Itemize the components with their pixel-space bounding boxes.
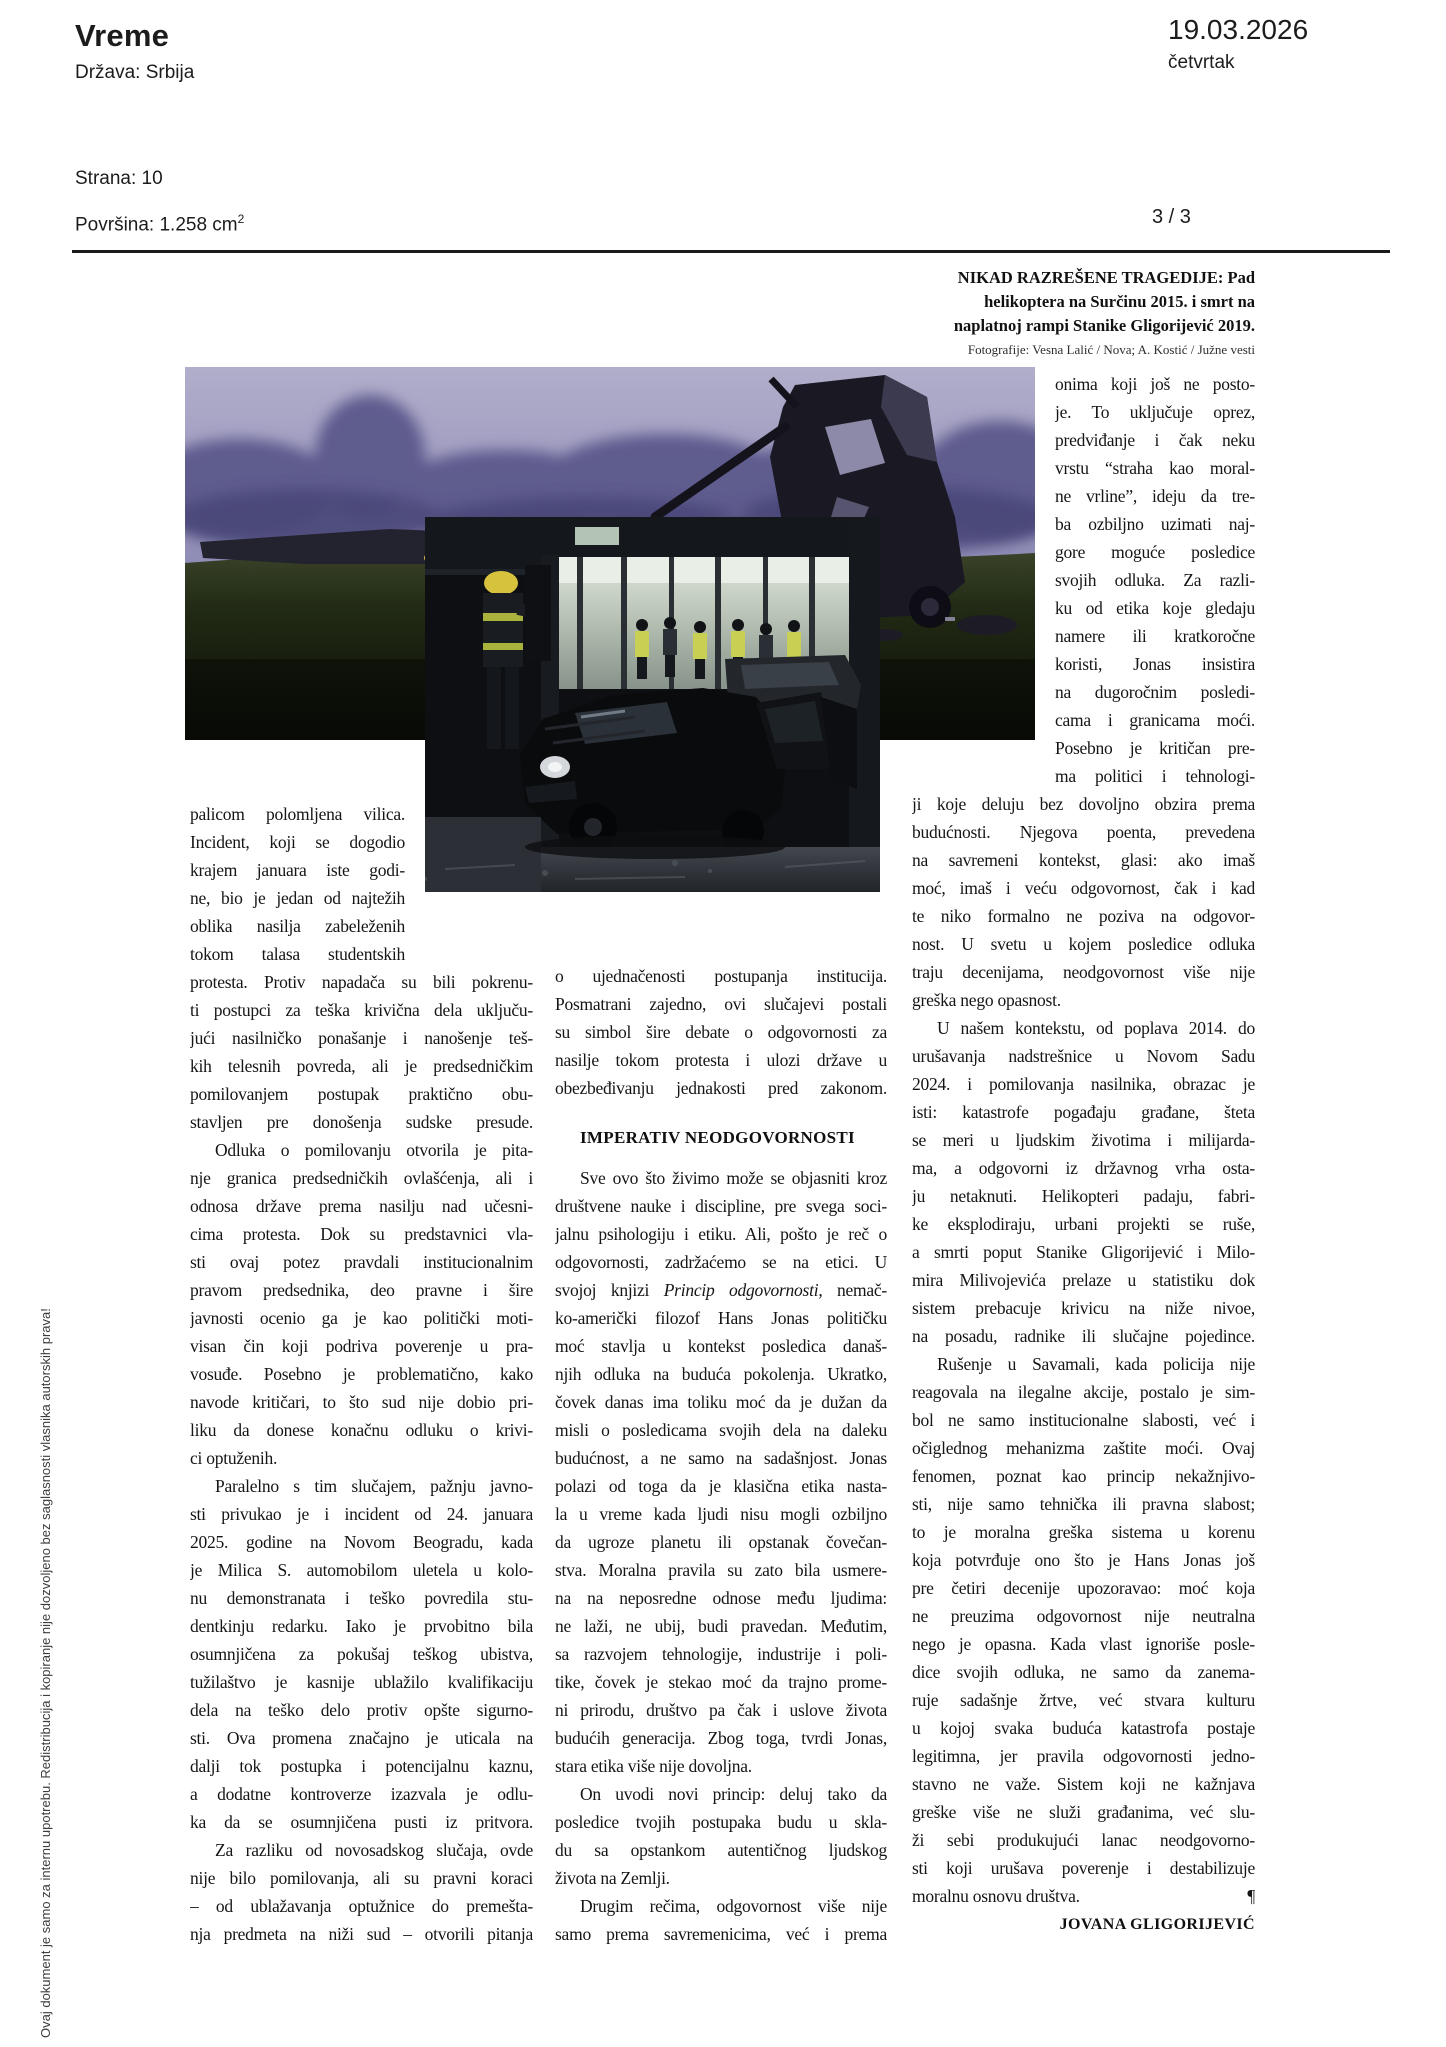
text-line: a dodatne kontroverze izazvala je odlu- [190, 1784, 533, 1804]
text-line: svojoj knjizi Princip odgovornosti, nemač- [555, 1280, 887, 1300]
text-line: jući nasilničko ponašanje i nanošenje teš- [190, 1028, 533, 1048]
text-line: stara etika više nije dovoljna. [555, 1756, 752, 1776]
text-line: ne vrline”, ideju da tre- [1055, 486, 1255, 506]
text-line: Za razliku od novosadskog slučaja, ovde [215, 1840, 533, 1860]
text-line: dela na teško delo protiv opšte sigurno- [190, 1700, 533, 1720]
text-line: ne preuzima odgovornost nije neutralna [912, 1606, 1255, 1626]
text-line: na savremeni kontekst, glasi: ako imaš [912, 850, 1255, 870]
text-line: ji koje deluju bez dovoljno obzira prema [912, 794, 1255, 814]
pagination: 3 / 3 [1152, 206, 1191, 228]
text-line: je Milica S. automobilom uletela u kolo- [190, 1560, 533, 1580]
text-line: sti. Ova promena značajno je uticala na [190, 1728, 533, 1748]
text-line: – od ublažavanja optužnice do premešta- [190, 1896, 533, 1916]
text-line: nja predmeta na niži sud – otvorili pitanja [190, 1924, 533, 1944]
photo-caption [855, 266, 1255, 360]
text-line: sa razvojem tehnologije, industrije i poli- [555, 1644, 887, 1664]
text-line: čovek danas ima toliku moć da je dužan da [555, 1392, 887, 1412]
end-of-article-pilcrow: ¶ [1247, 1886, 1255, 1906]
text-line: pravom predsednika, deo pravne i šire [190, 1280, 533, 1300]
text-line: to je moralna greška sistema u korenu [912, 1522, 1255, 1542]
text-line: na posadu, radnike ili slučajne pojedince. [912, 1326, 1255, 1346]
text-line: ku od etika koje gledaju [1055, 598, 1255, 618]
text-line: ma, a odgovorni iz državnog vrha osta- [912, 1158, 1255, 1178]
text-line: na dugoročnim posledi- [1055, 682, 1255, 702]
text-line: isti: katastrofe pogađaju građane, šteta [912, 1102, 1255, 1122]
article-column-1-narrow [190, 800, 405, 968]
text-line: du sa opstankom autentičnog ljudskog [555, 1840, 887, 1860]
text-line: odnosa države prema nasilju nad učesni- [190, 1196, 533, 1216]
tollbooth-crash-illustration [425, 517, 880, 892]
text-line: jalnu psihologiju i etiku. Ali, pošto je reč o [555, 1224, 887, 1244]
text-line: te niko formalno ne poziva na odgovor- [912, 906, 1255, 926]
text-line: traju decenijama, neodgovornost više nije [912, 962, 1255, 982]
text-line: greška nego opasnost. [912, 990, 1061, 1010]
header-divider [72, 250, 1390, 253]
text-line: ži sebi produkujući lanac neodgovorno- [912, 1830, 1255, 1850]
author-byline: JOVANA GLIGORIJEVIĆ [1059, 1916, 1255, 1933]
text-line: ko-američki filozof Hans Jonas političku [555, 1308, 887, 1328]
text-line: ti postupci za teška krivična dela uključu- [190, 1000, 533, 1020]
photo-tollbooth-crash [425, 517, 880, 892]
text-line: a smrti poput Stanike Gligorijević i Milo- [912, 1242, 1255, 1262]
text-line: moć stavlja u kontekst posledica današ- [555, 1336, 887, 1356]
text-line: la u vreme kada ljudi nisu mogli ozbiljno [555, 1504, 887, 1524]
text-line: 2025. godine na Novom Beogradu, kada [190, 1532, 533, 1552]
page-label: Strana: 10 [75, 168, 163, 189]
text-line: života na Zemlji. [555, 1868, 670, 1888]
article-column-3-narrow [1055, 370, 1255, 790]
text-line: kih telesnih povreda, ali je predsedničkim [190, 1056, 533, 1076]
text-line: fenomen, poznat kao princip nekažnjivo- [912, 1466, 1255, 1486]
text-line: su simbol šire debate o odgovornosti za [555, 1022, 887, 1042]
text-line: posledice tvojih postupaka budu u skla- [555, 1812, 887, 1832]
text-line: je. To uključuje oprez, [1055, 402, 1255, 422]
section-heading: IMPERATIV NEODGOVORNOSTI [580, 1128, 855, 1147]
text-line: Posmatrani zajedno, ovi slučajevi postali [555, 994, 887, 1014]
text-line: tužilaštvo je kasnije ublažilo kvalifikaciju [190, 1672, 533, 1692]
text-line: vrstu “straha kao moral- [1055, 458, 1255, 478]
text-line: sti privukao je i incident od 24. januara [190, 1504, 533, 1524]
text-line: tike, čovek je stekao moć da trajno prome- [555, 1672, 887, 1692]
photo-caption-text [855, 266, 1255, 338]
text-line: bol ne samo institucionalne slabosti, već i [912, 1410, 1255, 1430]
text-line: nost. U svetu u kojem posledice odluka [912, 934, 1255, 954]
text-line: legitimna, jer pravila odgovornosti jedno- [912, 1746, 1255, 1766]
text-line: stavno ne važe. Sistem koji ne kažnjava [912, 1774, 1255, 1794]
text-line: moralnu osnovu društva. ¶ [912, 1882, 1255, 1910]
text-line: stva. Moralna pravila su zato bila usmere- [555, 1560, 887, 1580]
text-line: helikoptera na Surčinu 2015. i smrt na [984, 292, 1255, 311]
text-line: tokom talasa studentskih [190, 944, 405, 964]
text-line: ne, bio je jedan od najtežih [190, 888, 405, 908]
text-line: odgovornosti, zadržaćemo se na etici. U [555, 1252, 887, 1272]
text-line: na na neposredne odnose među ljudima: [555, 1588, 887, 1608]
text-line: polazi od toga da je klasična etika nasta- [555, 1476, 887, 1496]
text-line: nu demonstranata i teško povredila stu- [190, 1588, 533, 1608]
text-line: mira Milivojevića prelaze u statistiku dok [912, 1270, 1255, 1290]
article-column-3 [912, 790, 1255, 1910]
text-line: nasilje tokom protesta i ulozi države u [555, 1050, 887, 1070]
text-line: nje granica predsedničkih ovlašćenja, ali i [190, 1168, 533, 1188]
text-line: krajem januara iste godi- [190, 860, 405, 880]
text-line: javnosti ocenio ga je kao politički moti- [190, 1308, 533, 1328]
text-line: Drugim rečima, odgovornost više nije [580, 1896, 887, 1916]
text-line: moć, imaš i veću odgovornost, čak i kad [912, 878, 1255, 898]
text-line: obezbeđivanju jednakosti pred zakonom. [555, 1078, 887, 1098]
text-line: cima protesta. Dok su predstavnici vla- [190, 1224, 533, 1244]
text-line: gore moguće posledice [1055, 542, 1255, 562]
text-line: budućnosti. Njegova poenta, prevedena [912, 822, 1255, 842]
text-line: ne laži, ne ubij, budi pravedan. Međutim, [555, 1616, 887, 1636]
text-line: sistem prebacuje krivicu na niže nivoe, [912, 1298, 1255, 1318]
text-line: očiglednog mehanizma zaštite moći. Ovaj [912, 1438, 1255, 1458]
text-line: oblika nasilja zabeleženih [190, 916, 405, 936]
text-line: koristi, Jonas insistira [1055, 654, 1255, 674]
text-line: stavljen pre donošenja sudske presude. [190, 1112, 533, 1132]
text-line: onima koji još ne posto- [1055, 374, 1255, 394]
text-line: cama i granicama moći. [1055, 710, 1255, 730]
text-line: Rušenje u Savamali, kada policija nije [937, 1354, 1255, 1374]
text-line: vosuđe. Posebno je problematično, kako [190, 1364, 533, 1384]
text-line: društvene nauke i discipline, pre svega soci- [555, 1196, 887, 1216]
text-line: navode kritičari, to što sud nije dobio pri- [190, 1392, 533, 1412]
text-line: protesta. Protiv napadača su bili pokrenu- [190, 972, 533, 992]
issue-weekday: četvrtak [1168, 52, 1235, 73]
text-line: Posebno je kritičan pre- [1055, 738, 1255, 758]
text-line: sti ovaj potez pravdali institucionalnim [190, 1252, 533, 1272]
text-line: greške više ne služi građanima, već slu- [912, 1802, 1255, 1822]
text-line: reagovala na ilegalne akcije, postalo je sim- [912, 1382, 1255, 1402]
text-line: ka da se osumnjičena pusti iz pritvora. [190, 1812, 533, 1832]
text-line: nego je opasna. Kada vlast ignoriše posle- [912, 1634, 1255, 1654]
text-line: ba ozbiljno uzimati naj- [1055, 514, 1255, 534]
article-column-2-top [555, 962, 887, 1102]
text-line: Paralelno s tim slučajem, pažnju javno- [215, 1476, 533, 1496]
text-line: dice svojih odluka, ne samo da zanema- [912, 1662, 1255, 1682]
text-line: svojih odluka. Za razli- [1055, 570, 1255, 590]
text-line: dentkinju redarku. Iako je prvobitno bila [190, 1616, 533, 1636]
text-line: se meri u ljudskim životima i milijarda- [912, 1130, 1255, 1150]
text-line: ma politici i tehnologi- [1055, 766, 1255, 786]
text-line: predviđanje i čak neku [1055, 430, 1255, 450]
text-line: dalji tok postupka i potencijalnu kaznu, [190, 1756, 533, 1776]
text-line: Odluka o pomilovanju otvorila je pita- [215, 1140, 533, 1160]
text-line: osumnjičena za pokušaj teškog ubistva, [190, 1644, 533, 1664]
text-line: Sve ovo što živimo može se objasniti kroz [580, 1168, 887, 1188]
text-line: budućih generacija. Zbog toga, tvrdi Jonas, [555, 1728, 887, 1748]
text-line: u kojoj svaka buduća katastrofa postaje [912, 1718, 1255, 1738]
text-line: budućnost, a ne samo na sadašnjost. Jonas [555, 1448, 887, 1468]
text-line: sti, nije samo tehnička ili pravna slabost; [912, 1494, 1255, 1514]
text-line: urušavanja nadstrešnice u Novom Sadu [912, 1046, 1255, 1066]
text-line: ni prirodu, društvo pa čak i uslove života [555, 1700, 887, 1720]
text-line: koja potvrđuje ono što je Hans Jonas još [912, 1550, 1255, 1570]
margin-disclaimer: Ovaj dokument je samo za internu upotrebu. Redistribucija i kopiranje nije dozvoljeno bez saglasnosti vlasnika autorskih prava! [38, 1308, 53, 2038]
text-line: njih odluka na buduća pokolenja. Ukratko, [555, 1364, 887, 1384]
area-label: Površina: 1.258 $cm^2$ [75, 212, 245, 236]
text-line: samo prema savremenicima, već i prema [555, 1924, 887, 1944]
text-line: naplatnoj rampi Stanike Gligorijević 2019. [953, 316, 1255, 335]
text-line: namere ili kratkoročne [1055, 626, 1255, 646]
text-line: liku da donese konačnu odluku o krivi- [190, 1420, 533, 1440]
text-line: sti koji urušava poverenje i destabilizuje [912, 1858, 1255, 1878]
text-line: U našem kontekstu, od poplava 2014. do [937, 1018, 1255, 1038]
text-line: misli o posledicama svojih dela na daleku [555, 1420, 887, 1440]
text-line: ci optuženih. [190, 1448, 278, 1468]
text-line: On uvodi novi princip: deluj tako da [580, 1784, 887, 1804]
area-superscript: 2 [237, 212, 245, 226]
text-line: ju netaknuti. Helikopteri padaju, fabri- [912, 1186, 1255, 1206]
text-line: 2024. i pomilovanja nasilnika, obrazac je [912, 1074, 1255, 1094]
article-column-1 [190, 968, 533, 1948]
country-label: Država: Srbija [75, 62, 195, 83]
text-line: Incident, koji se dogodio [190, 832, 405, 852]
text-line: nije bilo pomilovanja, ali su pravni koraci [190, 1868, 533, 1888]
article-column-2 [555, 1164, 887, 1948]
text-line: ruje sadašnje žrtve, već stvara kulturu [912, 1690, 1255, 1710]
text-line: o ujednačenosti postupanja institucija. [555, 966, 887, 986]
issue-date: 19.03.2026 [1168, 14, 1309, 45]
text-line: visan čin koji podriva poverenje u pra- [190, 1336, 533, 1356]
text-line: pomilovanjem postupak praktično obu- [190, 1084, 533, 1104]
photo-credit: Fotografije: Vesna Lalić / Nova; A. Kostić / Južne vesti [967, 342, 1255, 357]
text-line: da ugroze planetu ili opstanak čovečan- [555, 1532, 887, 1552]
text-line: pre četiri decenije upozoravao: moć koja [912, 1578, 1255, 1598]
publication-name: Vreme [75, 18, 170, 53]
text-line: NIKAD RAZREŠENE TRAGEDIJE: Pad [957, 268, 1255, 287]
text-line: palicom polomljena vilica. [190, 804, 405, 824]
text-line: ke eksplodiraju, urbani projekti se ruše, [912, 1214, 1255, 1234]
